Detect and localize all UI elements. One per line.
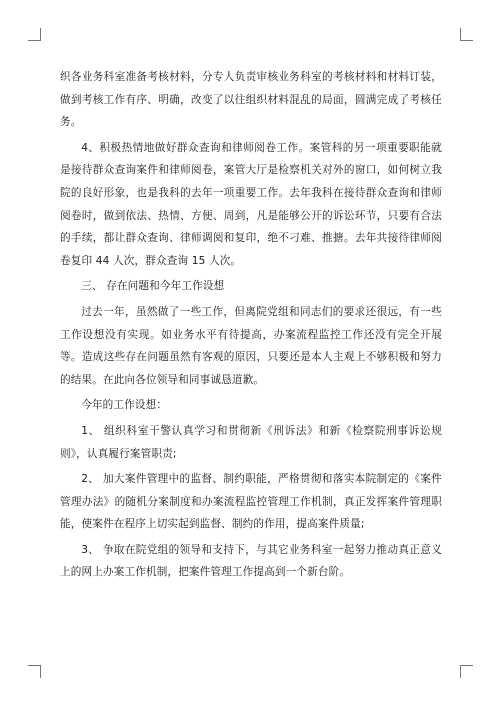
crop-mark-bottom-left [28, 665, 41, 678]
paragraph-problems: 过去一年，虽然做了一些工作，但离院党组和同志们的要求还很远，有一些工作设想没有实现。如业务水平有待提高，办案流程监控工作还没有完全开展等。造成这些存在问题虽然有客观的原因，只要还是本人主观上不够积极和努力的结果。在此向各位领导和同事诚恳道歉。 [60, 305, 442, 386]
paragraph-public-inquiry: 4、积极热情地做好群众查询和律师阅卷工作。案管科的另一项重要职能就是接待群众查询案件和律师阅卷，案管大厅是检察机关对外的窗口，如何树立我院的良好形象，也是我科的去年一项重要工作。去年我科在接待群众查询和律师阅卷时，做到依法、热情、方便、周到，凡是能够公开的诉讼环节，只要有合法的手续，都让群众查询、律师调阅和复印，绝不刁难、推搪。去年共接待律师阅卷复印 44 人次，群众查询 15 人次。 [60, 141, 442, 267]
section-heading-problems-plans: 三、 存在问题和今年工作设想 [81, 280, 225, 293]
plan-item-1: 1、 组织科室干警认真学习和贯彻新《刑诉法》和新《检察院刑事诉讼规则》，认真履行案管职责; [60, 424, 442, 460]
plan-item-3: 3、 争取在院党组的领导和支持下，与其它业务科室一起努力推动真正意义上的网上办案工作机制，把案件管理工作提高到一个新台阶。 [60, 543, 442, 579]
crop-mark-top-left [28, 28, 41, 41]
paragraph-plans-intro: 今年的工作设想： [81, 399, 168, 412]
plan-item-2: 2、 加大案件管理中的监督、制约职能，严格贯彻和落实本院制定的《案件管理办法》的随机分案制度和办案流程监控管理工作机制，真正发挥案件管理职能，使案件在程序上切实起到监督、制约的作用，提高案件质量; [60, 473, 442, 531]
document-body [60, 66, 442, 584]
crop-mark-top-right [460, 28, 473, 41]
paragraph-assessment-continuation: 织各业务科室准备考核材料，分专人负责审核业务科室的考核材料和材料订装，做到考核工作有序、明确，改变了以往组织材料混乱的局面，圆满完成了考核任务。 [60, 71, 442, 129]
crop-mark-bottom-right [460, 665, 473, 678]
